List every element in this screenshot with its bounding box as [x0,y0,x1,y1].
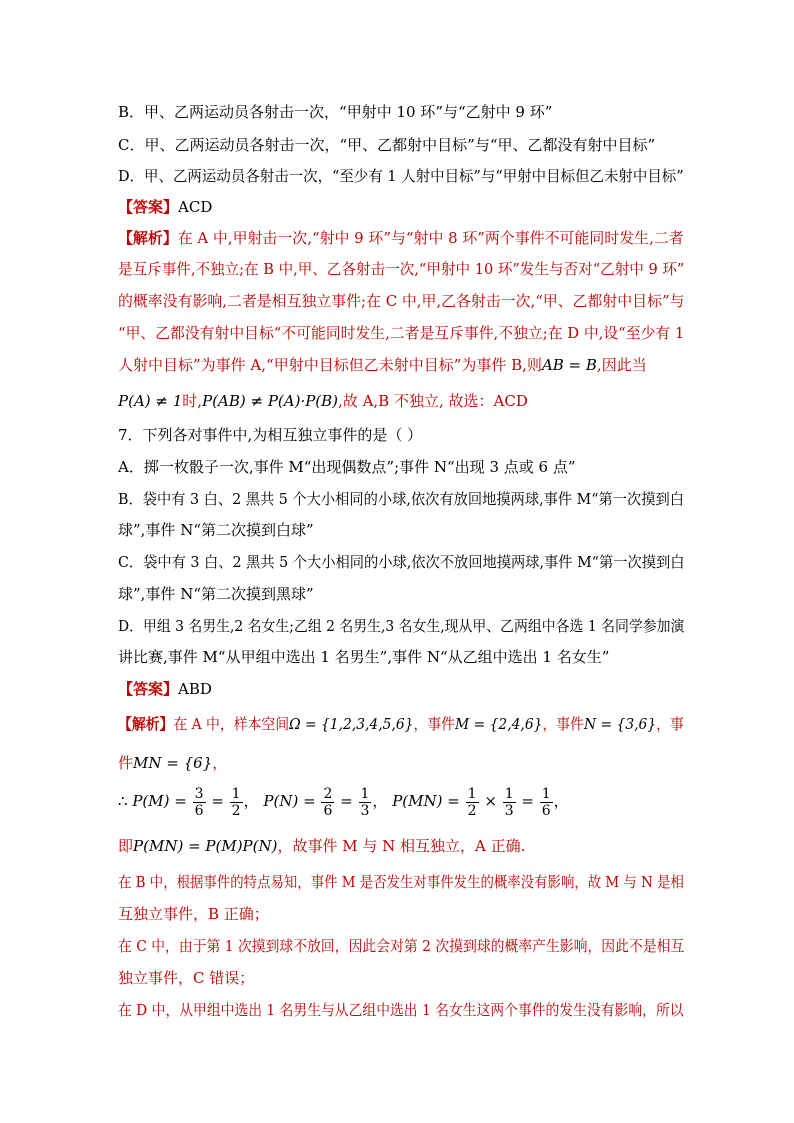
analysis2-line-8: 独立事件，C 错误； [118,969,255,987]
analysis-text: ,故 A,B 不独立, 故选：ACD [338,392,528,410]
analysis-text: ,因此当 [596,356,647,374]
analysis2-line-1 [118,713,684,735]
answer-label: 【答案】 [118,680,179,698]
math-expression: P(A) ≠ 1 [118,392,183,410]
analysis-line-4: “甲、乙都没有射中目标“不可能同时发生,二者是互斥事件,不独立;在 D 中,设“至少有 1 [118,324,685,342]
analysis2-line-5: 在 B 中，根据事件的特点易知，事件 M 是否发生对事件发生的概率没有影响，故 M 与 N 是相 [118,873,684,891]
math-expression: AB = B [541,356,597,374]
question-7-option-c-1: C．袋中有 3 白、2 黑共 5 个大小相同的小球,依次不放回地摸两球,事件 M“第一次摸到白 [118,553,685,571]
fraction [466,786,479,819]
question-7-option-b-2: 球”,事件 N“第二次摸到白球” [118,521,314,539]
math-expression: P(N) = [263,792,316,810]
analysis2-line-7: 在 C 中，由于第 1 次摸到球不放回，因此会对第 2 次摸到球的概率产生影响，因此不是相互 [118,937,685,955]
analysis-text: 人射中目标”为事件 A,“甲射中目标但乙未射中目标”为事件 B,则 [118,356,542,374]
numerator: 1 [231,785,241,802]
answer-label: 【答案】 [118,198,179,216]
analysis-line-2: 是互斥事件,不独立;在 B 中,甲、乙各射击一次,“甲射中 10 环”发生与否对“乙射中 9 环” [118,260,685,278]
math-expression: M = {2,4,6} [455,715,543,733]
answer-value: ACD [178,198,213,216]
analysis-label: 【解析】 [118,715,174,733]
numerator: 1 [467,785,477,802]
analysis-line-6 [118,390,528,412]
math-expression: N = {3,6} [583,715,657,733]
denominator: 6 [323,802,333,819]
probability-formula-line [118,784,569,819]
denominator: 2 [467,802,477,819]
analysis-text: ，事件 [413,715,456,733]
math-expression: MN = {6} [133,754,213,772]
analysis-text: ， [212,754,228,772]
analysis2-line-9: 在 D 中，从甲组中选出 1 名男生与从乙组中选出 1 名女生这两个事件的发生没有影响，所以 [118,1001,684,1019]
times-sign: × [484,792,497,810]
analysis-text: 件 [118,754,134,772]
math-expression: P(M) = [132,792,187,810]
numerator: 3 [194,785,204,802]
question-7-option-a: A．掷一枚骰子一次,事件 M“出现偶数点”;事件 N“出现 3 点或 6 点” [118,458,576,476]
separator: ， [372,792,388,810]
analysis-line-5 [118,354,647,376]
therefore-symbol: ∴ [118,792,128,810]
analysis-text: 即 [118,837,134,855]
question-7-option-d-2: 讲比赛,事件 M“从甲组中选出 1 名男生”,事件 N“从乙组中选出 1 名女生” [118,648,610,666]
math-expression: P(MN) = [392,792,460,810]
question-7-option-c-2: 球”,事件 N“第二次摸到黑球” [118,585,314,603]
analysis2-line-2 [118,752,227,774]
fraction [540,786,553,819]
analysis-text: 时, [182,392,203,410]
analysis-text: ，事件 [542,715,584,733]
answer-value: ABD [178,680,212,698]
fraction [193,786,206,819]
fraction [321,786,334,819]
analysis2-line-4 [118,835,525,857]
analysis-text: 在 A 中，样本空间 [173,715,290,733]
numerator: 1 [541,785,551,802]
option-b-line: B．甲、乙两运动员各射击一次，“甲射中 10 环”与“乙射中 9 环” [118,103,553,121]
analysis-line-1 [118,227,684,249]
denominator: 3 [360,802,370,819]
fraction [359,786,372,819]
math-expression: Ω = {1,2,3,4,5,6} [289,715,414,733]
analysis2-line-6: 互独立事件，B 正确； [118,905,269,923]
option-c-line: C．甲、乙两运动员各射击一次，“甲、乙都射中目标”与“甲、乙都没有射中目标” [118,136,656,154]
analysis-text: ，故事件 M 与 N 相互独立，A 正确. [277,837,526,855]
analysis-label: 【解析】 [118,229,178,247]
answer-line-2 [118,678,212,700]
analysis-text: ，事 [656,715,684,733]
fraction [230,786,243,819]
fraction [503,786,516,819]
option-d-line: D．甲、乙两运动员各射击一次，“至少有 1 人射中目标”与“甲射中目标但乙未射中目标” [118,167,684,185]
math-expression: P(MN) = P(M)P(N) [133,837,278,855]
numerator: 1 [360,785,370,802]
analysis-text: 在 A 中,甲射击一次,“射中 9 环”与“射中 8 环”两个事件不可能同时发生,二者 [177,229,684,247]
numerator: 2 [323,785,333,802]
equals-sign: = [340,792,353,810]
equals-sign: = [521,792,534,810]
question-7-option-b-1: B．袋中有 3 白、2 黑共 5 个大小相同的小球,依次有放回地摸两球,事件 M“第一次摸到白 [118,490,685,508]
separator: ， [243,792,259,810]
math-expression: P(AB) ≠ P(A)·P(B) [202,392,339,410]
numerator: 1 [504,785,514,802]
analysis-line-3: 的概率没有影响,二者是相互独立事件;在 C 中,甲,乙各射击一次,“甲、乙都射中目标”与 [118,292,685,310]
denominator: 2 [231,802,241,819]
separator: ， [553,792,569,810]
denominator: 6 [541,802,551,819]
denominator: 6 [194,802,204,819]
question-7-stem: 7．下列各对事件中,为相互独立事件的是（ ） [118,426,423,444]
question-7-option-d-1: D．甲组 3 名男生,2 名女生;乙组 2 名男生,3 名女生,现从甲、乙两组中各选 1 名同学参加演 [118,617,685,635]
equals-sign: = [211,792,224,810]
denominator: 3 [504,802,514,819]
answer-line-1 [118,196,212,218]
